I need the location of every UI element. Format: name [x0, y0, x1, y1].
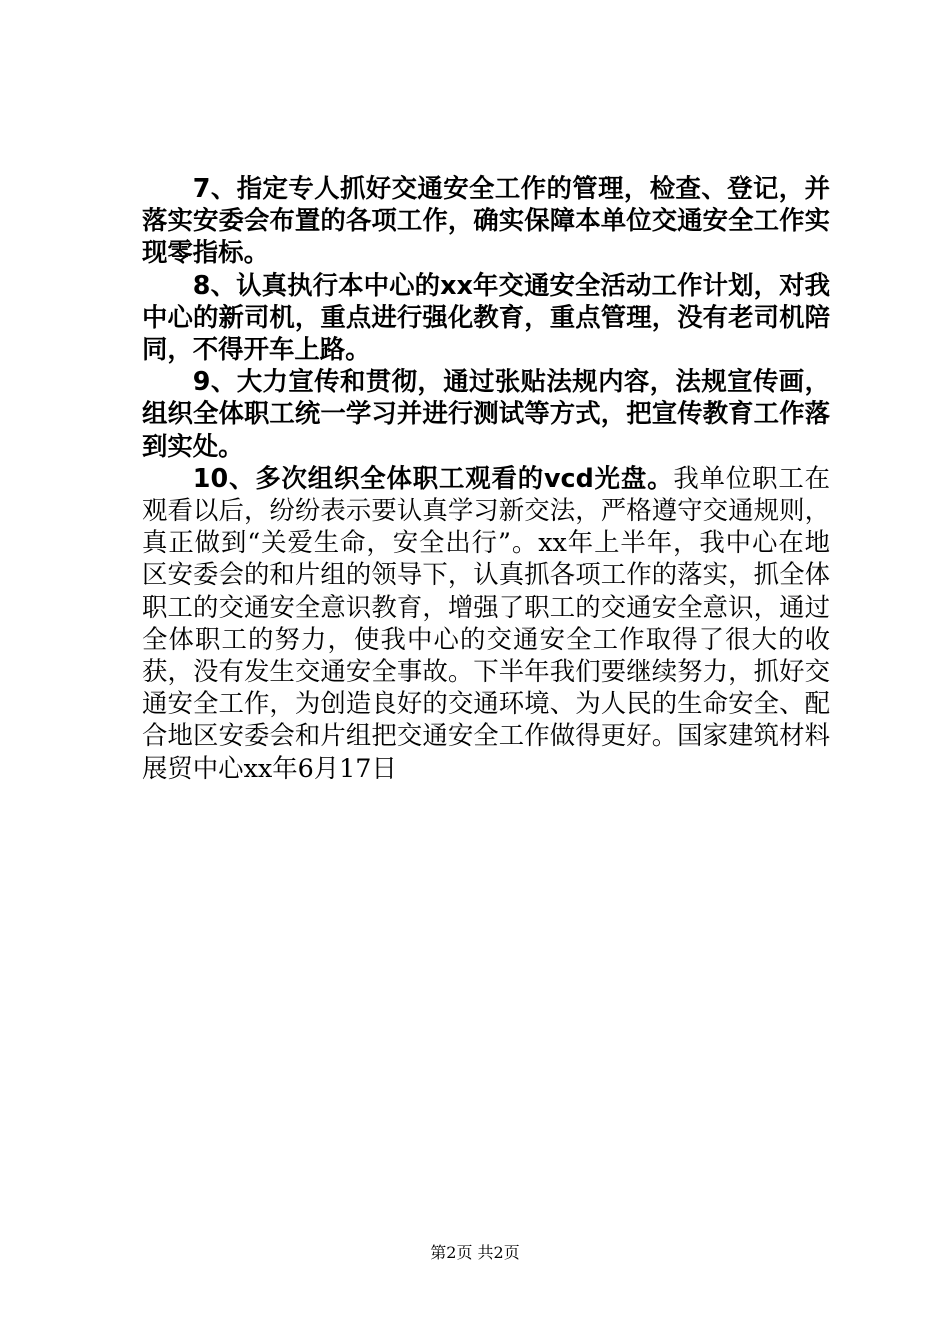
paragraph-8: 8、认真执行本中心的xx年交通安全活动工作计划，对我中心的新司机，重点进行强化教育，重点管理，没有老司机陪同，不得开车上路。 — [142, 269, 830, 365]
page-footer: 第2页 共2页 — [430, 1243, 520, 1262]
paragraph-7: 7、指定专人抓好交通安全工作的管理，检查、登记，并落实安委会布置的各项工作，确实保障本单位交通安全工作实现零指标。 — [142, 173, 830, 268]
document-body — [142, 172, 830, 784]
paragraph-10-body: 我单位职工在观看以后，纷纷表示要认真学习新交法，严格遵守交通规则，真正做到“关爱生命，安全出行”。xx年上半年，我中心在地区安委会的和片组的领导下，认真抓各项工作的落实，抓全体职工的交通安全意识教育，增强了职工的交通安全意识，通过全体职工的努力，使我中心的交通安全工作取得了很大的收获，没有发生交通安全事故。下半年我们要继续努力，抓好交通安全工作，为创造良好的交通环境、为人民的生命安全、配合地区安委会和片组把交通安全工作做得更好。国家建筑材料展贸中心xx年6月17日 — [142, 462, 830, 783]
paragraph-10 — [142, 462, 830, 784]
paragraph-9: 9、大力宣传和贯彻，通过张贴法规内容，法规宣传画，组织全体职工统一学习并进行测试等方式，把宣传教育工作落到实处。 — [142, 366, 830, 461]
paragraph-10-lead: 10、多次组织全体职工观看的vcd光盘。 — [192, 462, 674, 493]
